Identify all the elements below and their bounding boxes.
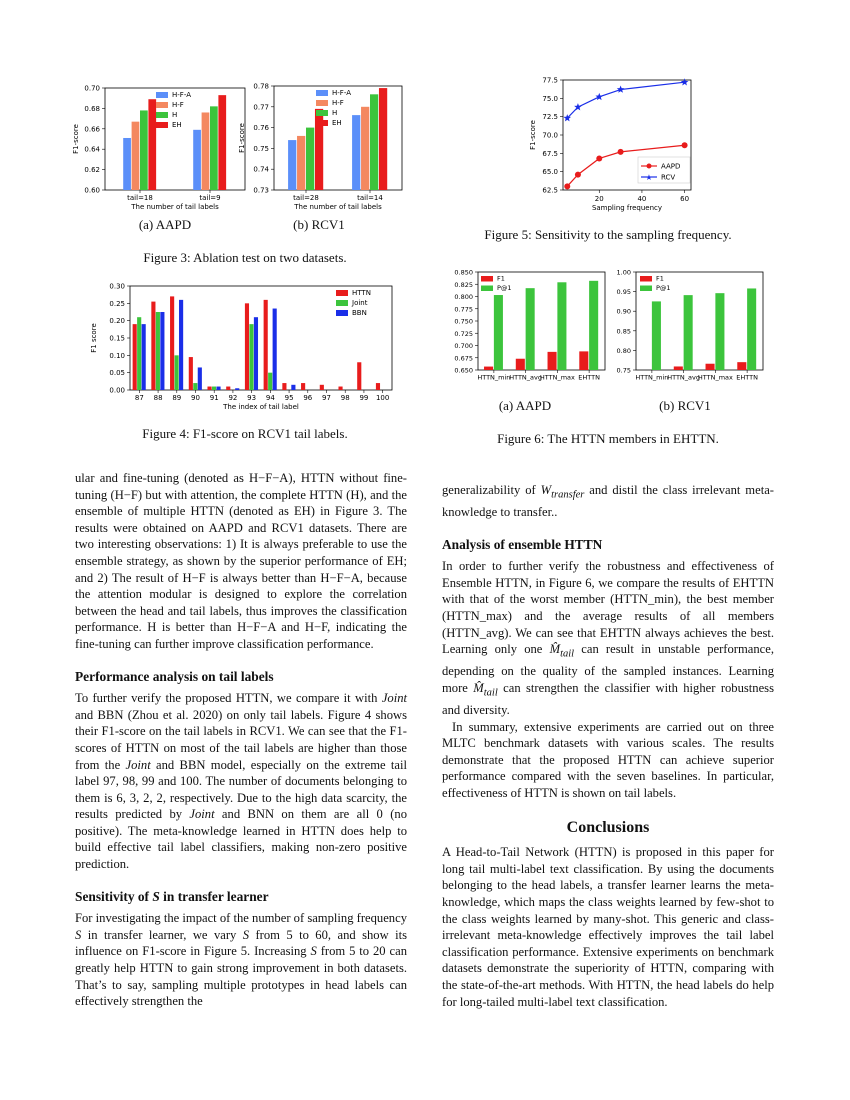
y-tick-label: 0.85 (616, 327, 631, 336)
ablation-paragraph: ular and fine-tuning (denoted as H−F−A), HTTN without fine-tuning (H−F) but with attention, the complete HTTN (H), and the ensemble of multiple HTTN (denoted as EH) in Figure 3. The results were obtained on AAPD and RCV1 datasets. There are two interesting observations: 1) It is always preferable to use the ensemble strategy, as shown by the superior performance of EH; and 2) The result of H−F is always better than H−F−A, because the attention modular is designed to explore the correlation between the head and tail labels, thus improves the classification performance. H is better than H−F−A and H−F, indicating the fine-tuning can further improve classification performance. (75, 471, 407, 651)
y-tick-label: 0.650 (454, 366, 473, 375)
left-column (75, 470, 407, 1010)
x-tick-label: 60 (680, 195, 690, 203)
legend-label-h-f: H-F (332, 99, 344, 107)
fig6-caption: Figure 6: The HTTN members in EHTTN. (497, 431, 719, 446)
legend-label-eh: EH (332, 119, 342, 127)
bar-f1-httn-min (484, 367, 493, 370)
y-tick-label: 0.725 (454, 329, 473, 338)
series-line-rcv (567, 82, 684, 118)
y-tick-label: 72.5 (542, 113, 558, 122)
legend-label-h: H (172, 111, 178, 119)
x-tick-label: 95 (284, 394, 294, 402)
x-axis-label: The index of tail label (223, 403, 299, 411)
y-axis-label: F1-score (238, 123, 246, 153)
bar-joint-88 (156, 312, 160, 390)
fig5-chart (525, 74, 700, 219)
x-tick-label: 40 (637, 195, 647, 203)
y-tick-label: 0.75 (616, 366, 631, 375)
bar-f1-ehttn (579, 351, 588, 370)
fig3b-subcaption: (b) RCV1 (293, 217, 345, 232)
x-tick-label: 96 (303, 394, 313, 402)
x-tick-label: 88 (153, 394, 163, 402)
bar-p-1-httn-min (652, 301, 661, 370)
y-tick-label: 0.74 (253, 165, 269, 174)
legend-label-h-f-a: H-F-A (332, 89, 351, 97)
x-tick-label: 98 (340, 394, 350, 402)
fig4-chart (78, 280, 398, 415)
x-tick-label: HTTN_max (697, 373, 733, 382)
legend-label-aapd: AAPD (661, 162, 681, 171)
tail-labels-heading: Performance analysis on tail labels (75, 668, 274, 684)
legend-label-rcv: RCV (661, 173, 676, 182)
transfer-paragraph: generalizability of $W_{transfer}$ and distil the class irrelevant meta-knowledge to transfer.. (442, 483, 774, 520)
legend-label-eh: EH (172, 121, 182, 129)
x-tick-label: tail=18 (127, 194, 153, 202)
bar-h-f-tail-18 (132, 122, 140, 190)
y-tick-label: 77.5 (542, 76, 558, 85)
bar-h-tail-18 (140, 110, 148, 190)
bar-h-tail-28 (306, 128, 314, 190)
y-tick-label: 0.700 (454, 342, 473, 350)
bar-h-f-a-tail-18 (123, 138, 131, 190)
fig6b-chart (610, 266, 770, 386)
point-rcv-60 (681, 78, 689, 85)
legend-swatch-h-f (316, 100, 328, 106)
x-tick-label: HTTN_min (635, 373, 669, 382)
legend-swatch-f1 (481, 276, 493, 282)
y-tick-label: 0.15 (109, 334, 125, 343)
x-tick-label: 97 (322, 394, 331, 402)
x-tick-label: 89 (172, 394, 182, 402)
legend-label-p-1: P@1 (497, 284, 512, 292)
bar-httn-100 (376, 383, 380, 390)
point-aapd-20 (596, 155, 602, 161)
bar-bbn-88 (160, 312, 164, 390)
x-tick-label: 20 (594, 195, 604, 203)
bar-f1-ehttn (737, 362, 746, 370)
y-tick-label: 0.62 (84, 166, 100, 175)
bar-p-1-httn-max (557, 282, 566, 370)
legend-swatch-httn (336, 290, 348, 296)
x-tick-label: 93 (247, 394, 257, 402)
y-tick-label: 65.0 (542, 168, 558, 177)
bar-httn-88 (151, 302, 155, 390)
bar-joint-89 (175, 355, 179, 390)
bar-joint-93 (249, 324, 253, 390)
bar-bbn-92 (235, 388, 239, 390)
legend-marker-aapd (647, 164, 652, 169)
point-rcv-30 (617, 86, 625, 93)
ensemble-paragraph: In order to further verify the robustness and effectiveness of Ensemble HTTN, in Figure 6, we compare the results of EHTTN with that of the worst member (HTTN_min), the best member (HTTN_max) and the average results of all members (HTTN_avg). We can see that EHTTN always achieves the best. Learning only one $M̂_{tail}$ can result in unstable performance, depending on the quality of the sampled instances. Learning more $M̂_{tail}$ can strengthen the classifier with higher robustness and diversity. (442, 559, 774, 718)
y-tick-label: 0.66 (84, 125, 100, 134)
legend-label-h-f: H-F (172, 101, 184, 109)
bar-httn-90 (189, 357, 193, 390)
bar-httn-91 (207, 387, 211, 390)
bar-httn-99 (357, 362, 361, 390)
bar-p-1-ehttn (589, 281, 598, 370)
x-tick-label: tail=28 (293, 194, 319, 202)
y-tick-label: 0.60 (84, 186, 100, 195)
fig5-caption: Figure 5: Sensitivity to the sampling frequency. (484, 227, 732, 242)
y-tick-label: 67.5 (542, 149, 558, 158)
legend-label-f1: F1 (656, 274, 664, 283)
sensitivity-paragraph: For investigating the impact of the number of sampling frequency S in transfer learner, we vary S from 5 to 60, and show its influence on F1-score in Figure 5. Increasing S from 5 to 20 can greatly help HTTN to gain strong improvement in both datasets. That’s to say, sampling multiple prototypes in head labels can effectively strengthen the (75, 911, 407, 1009)
legend-label-f1: F1 (497, 274, 505, 283)
legend-swatch-bbn (336, 310, 348, 316)
y-tick-label: 0.90 (616, 307, 631, 316)
y-tick-label: 1.00 (616, 268, 631, 277)
fig3a-chart (70, 80, 255, 215)
bar-h-f-tail-28 (297, 136, 305, 190)
point-aapd-10 (575, 172, 581, 178)
bar-bbn-91 (216, 387, 220, 390)
fig6a-chart (448, 266, 608, 386)
bar-h-tail-14 (370, 94, 378, 190)
tail-labels-paragraph: To further verify the proposed HTTN, we compare it with Joint and BBN (Zhou et al. 2020) on only tail labels. Figure 4 shows their F1-score on the tail labels in RCV1. We can see that the F1-scores of HTTN on most of the tail labels are higher than those from the Joint and BBN model, especially on the extreme tail label 97, 98, 99 and 100. The number of documents belonging to them is 6, 3, 2, 2, respectively. Due to the high data scarcity, the results predicted by Joint and BNN on them are all 0 (no positive). The meta-knowledge learned in HTTN does help to build effective tail label classifiers, making non-zero positive prediction. (75, 691, 407, 872)
y-tick-label: 0.76 (253, 124, 269, 133)
point-rcv-20 (595, 93, 603, 100)
bar-eh-tail-14 (379, 88, 387, 190)
x-axis-label: Sampling frequency (591, 204, 663, 212)
legend-label-bbn: BBN (352, 309, 367, 317)
legend-label-h-f-a: H-F-A (172, 91, 191, 99)
bar-f1-httn-avg (516, 359, 525, 370)
bar-httn-93 (245, 303, 249, 390)
bar-bbn-95 (291, 385, 295, 390)
x-tick-label: 100 (375, 394, 390, 402)
y-tick-label: 0.77 (253, 103, 269, 112)
bar-joint-94 (268, 373, 272, 390)
x-axis-label: The number of tail labels (131, 203, 219, 211)
y-tick-label: 0.73 (253, 186, 269, 195)
y-tick-label: 70.0 (542, 131, 558, 140)
y-axis-label: F1-score (529, 120, 537, 150)
fig3b-chart (232, 80, 407, 215)
x-tick-label: HTTN_max (539, 373, 575, 382)
bar-bbn-93 (254, 317, 258, 390)
y-tick-label: 0.825 (454, 280, 473, 289)
bar-httn-92 (226, 387, 230, 390)
y-tick-label: 0.68 (84, 104, 100, 113)
bar-bbn-90 (198, 367, 202, 390)
legend-swatch-f1 (640, 276, 652, 282)
y-tick-label: 0.30 (109, 282, 125, 291)
y-tick-label: 0.25 (109, 299, 125, 308)
y-tick-label: 0.00 (109, 386, 125, 395)
bar-joint-87 (137, 317, 141, 390)
x-tick-label: 91 (209, 394, 219, 402)
fig6a-subcaption: (a) AAPD (498, 398, 552, 413)
y-tick-label: 0.675 (454, 354, 473, 363)
bar-httn-95 (282, 383, 286, 390)
bar-httn-89 (170, 296, 174, 390)
bar-httn-87 (133, 324, 137, 390)
y-tick-label: 0.70 (84, 84, 100, 93)
y-tick-label: 0.95 (616, 288, 631, 297)
bar-p-1-httn-max (715, 293, 724, 370)
y-axis-label: F1 score (90, 323, 98, 353)
conclusions-heading: Conclusions (566, 818, 650, 836)
bar-p-1-httn-avg (684, 295, 693, 370)
conclusions-paragraph: A Head-to-Tail Network (HTTN) is proposed in this paper for long tail multi-label text classification. By using the documents belonging to the head labels, a transfer learner learns the meta-knowledge, which maps the class weights learned by few-shot to the class weights learned by many-shot. This generic and class-irrelevant meta-knowledge effectively improves the tail label classification performance. Extensive experiments on benchmark datasets demonstrate the superiority of HTTN, comparing with the state-of-the-art methods. With HTTN, the head labels do help for long-tailed multi-label text classification. (442, 845, 774, 1009)
summary-paragraph: In summary, extensive experiments are carried out on three MLTC benchmark datasets with various scales. The results demonstrate that the proposed HTTN can achieve superior performance compared with the seven baselines. In particular, effectiveness of HTTN is shown on tail labels. (442, 719, 774, 801)
x-tick-label: HTTN_min (477, 373, 511, 382)
y-tick-label: 0.64 (84, 145, 100, 154)
legend-swatch-h-f (156, 102, 168, 108)
x-tick-label: 87 (134, 394, 144, 402)
y-tick-label: 0.78 (253, 82, 269, 91)
y-tick-label: 62.5 (542, 186, 558, 195)
y-tick-label: 0.20 (109, 317, 125, 326)
bar-httn-98 (338, 387, 342, 390)
legend-swatch-joint (336, 300, 348, 306)
legend-label-h: H (332, 109, 338, 117)
y-tick-label: 0.10 (109, 351, 125, 360)
bar-h-f-tail-9 (202, 112, 210, 190)
y-axis-label: F1-score (72, 124, 80, 154)
x-tick-label: tail=9 (199, 194, 221, 202)
bar-p-1-httn-avg (526, 288, 535, 370)
bar-bbn-94 (273, 309, 277, 390)
y-tick-label: 75.0 (542, 94, 558, 103)
fig3-caption: Figure 3: Ablation test on two datasets. (143, 250, 347, 265)
y-tick-label: 0.850 (454, 268, 473, 277)
bar-h-f-tail-14 (361, 107, 369, 190)
bar-joint-91 (212, 387, 216, 390)
legend-swatch-h (156, 112, 168, 118)
y-tick-label: 0.800 (454, 293, 473, 301)
x-tick-label: 92 (228, 394, 238, 402)
bar-bbn-89 (179, 300, 183, 390)
x-tick-label: EHTTN (578, 373, 600, 382)
bar-httn-97 (320, 385, 324, 390)
bar-bbn-87 (142, 324, 146, 390)
bar-httn-96 (301, 383, 305, 390)
x-tick-label: tail=14 (357, 194, 383, 202)
bar-h-f-a-tail-9 (193, 130, 201, 190)
sensitivity-heading: Sensitivity of S in transfer learner (75, 888, 269, 904)
x-tick-label: HTTN_avg (509, 373, 543, 382)
x-tick-label: HTTN_avg (667, 373, 701, 382)
bar-joint-90 (193, 383, 197, 390)
fig6b-subcaption: (b) RCV1 (659, 398, 711, 413)
bar-h-f-a-tail-28 (288, 140, 296, 190)
y-tick-label: 0.75 (253, 144, 269, 153)
y-tick-label: 0.775 (454, 305, 473, 314)
x-tick-label: 90 (191, 394, 200, 402)
y-tick-label: 0.80 (616, 346, 631, 355)
legend-marker-rcv: ★ (645, 173, 653, 182)
point-aapd-5 (564, 183, 570, 189)
y-tick-label: 0.750 (454, 317, 473, 326)
x-tick-label: 99 (359, 394, 369, 402)
x-axis-label: The number of tail labels (294, 203, 382, 211)
legend-label-p-1: P@1 (656, 284, 671, 292)
legend-swatch-eh (316, 120, 328, 126)
legend-swatch-p-1 (481, 286, 493, 292)
legend-label-joint: Joint (352, 299, 368, 307)
bar-f1-httn-max (548, 352, 557, 370)
legend-swatch-h-f-a (316, 90, 328, 96)
bar-httn-94 (264, 300, 268, 390)
fig3a-subcaption: (a) AAPD (138, 217, 192, 232)
legend-swatch-p-1 (640, 286, 652, 292)
bar-f1-httn-max (706, 364, 715, 370)
bar-f1-httn-avg (674, 366, 683, 370)
legend-swatch-h (316, 110, 328, 116)
right-column (442, 482, 774, 1010)
bar-p-1-httn-min (494, 295, 503, 370)
bar-eh-tail-18 (148, 99, 156, 190)
fig4-caption: Figure 4: F1-score on RCV1 tail labels. (142, 426, 348, 441)
bar-p-1-ehttn (747, 288, 756, 370)
ensemble-heading: Analysis of ensemble HTTN (442, 536, 603, 552)
x-tick-label: 94 (265, 394, 275, 402)
point-aapd-30 (618, 149, 624, 155)
legend-swatch-eh (156, 122, 168, 128)
x-tick-label: EHTTN (736, 373, 758, 382)
bar-h-tail-9 (210, 106, 218, 190)
legend-label-httn: HTTN (352, 289, 371, 297)
bar-h-f-a-tail-14 (352, 115, 360, 190)
point-aapd-60 (682, 142, 688, 148)
legend-swatch-h-f-a (156, 92, 168, 98)
bar-eh-tail-9 (218, 95, 226, 190)
y-tick-label: 0.05 (109, 369, 125, 378)
